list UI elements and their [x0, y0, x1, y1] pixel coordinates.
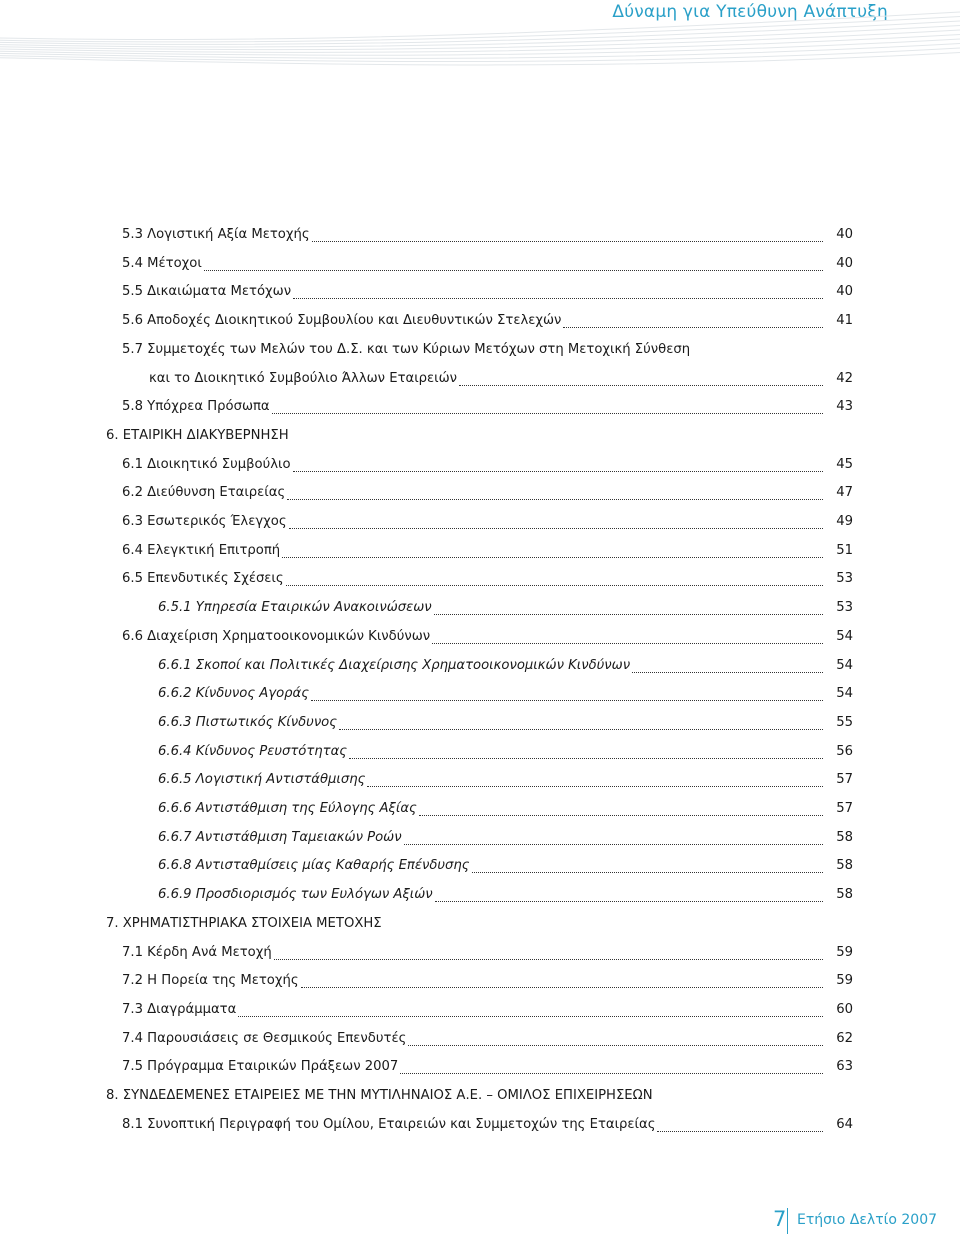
toc-entry-page: 47 — [836, 485, 853, 501]
toc-leader-dots — [472, 872, 824, 873]
toc-entry-label: 6.4 Ελεγκτική Επιτροπή — [122, 542, 281, 558]
toc-leader-dots — [432, 643, 823, 644]
toc-entry-label: 6.6.8 Αντισταθμίσεις μίας Καθαρής Επένδυσης — [158, 858, 470, 874]
footer-publication-title: Ετήσιο Δελτίο 2007 — [797, 1212, 938, 1228]
toc-leader-dots — [632, 672, 823, 673]
toc-entry[interactable] — [122, 945, 853, 965]
toc-entry[interactable] — [122, 1031, 853, 1051]
toc-entry[interactable] — [122, 973, 853, 993]
toc-entry-page: 64 — [836, 1116, 853, 1132]
toc-leader-dots — [238, 1016, 823, 1017]
toc-entry-label: και το Διοικητικό Συμβούλιο Άλλων Εταιρειών — [149, 370, 458, 386]
toc-leader-dots — [339, 729, 823, 730]
toc-entry-page: 53 — [836, 600, 853, 616]
toc-entry[interactable] — [158, 600, 853, 620]
toc-entry-label: 5.7 Συμμετοχές των Μελών του Δ.Σ. και των Κύριων Μετόχων στη Μετοχική Σύνθεση — [122, 341, 691, 357]
toc-leader-dots — [289, 528, 823, 529]
toc-entry-label: 6.5.1 Υπηρεσία Εταιρικών Ανακοινώσεων — [158, 600, 432, 616]
toc-entry-page: 56 — [836, 743, 853, 759]
toc-entry-page: 59 — [836, 944, 853, 960]
toc-entry-page: 58 — [836, 829, 853, 845]
toc-entry-page: 54 — [836, 657, 853, 673]
toc-entry-page: 63 — [836, 1059, 853, 1075]
toc-entry-page: 58 — [836, 858, 853, 874]
toc-entry[interactable] — [158, 744, 853, 764]
toc-entry-page: 60 — [836, 1001, 853, 1017]
toc-entry[interactable] — [122, 399, 853, 419]
toc-entry-page: 58 — [836, 887, 853, 903]
toc-entry-page: 55 — [836, 714, 853, 730]
toc-entry-page: 41 — [836, 313, 853, 329]
toc-leader-dots — [459, 385, 823, 386]
toc-entry-label: 7.2 Η Πορεία της Μετοχής — [122, 973, 299, 989]
toc-entry-page: 42 — [836, 370, 853, 386]
toc-entry-page: 53 — [836, 571, 853, 587]
toc-entry[interactable] — [158, 715, 853, 735]
toc-entry-page: 45 — [836, 456, 853, 472]
toc-entry-label: 6.6.5 Λογιστική Αντιστάθμισης — [158, 772, 366, 788]
toc-entry[interactable] — [122, 1059, 853, 1079]
toc-entry-label: 5.8 Υπόχρεα Πρόσωπα — [122, 399, 270, 415]
toc-entry[interactable] — [122, 543, 853, 563]
toc-entry[interactable] — [122, 313, 853, 333]
toc-entry[interactable] — [122, 571, 853, 591]
toc-entry-label: 6.6.2 Κίνδυνος Αγοράς — [158, 686, 309, 702]
header-title: Δύναμη για Υπεύθυνη Ανάπτυξη — [612, 2, 888, 22]
toc-entry[interactable] — [122, 1117, 853, 1137]
toc-entry[interactable] — [149, 371, 853, 391]
toc-entry[interactable] — [158, 830, 853, 850]
toc-leader-dots — [287, 499, 823, 500]
toc-entry-page: 54 — [836, 686, 853, 702]
footer-page-number: 7 — [773, 1207, 787, 1231]
toc-entry-label: 6.3 Εσωτερικός Έλεγχος — [122, 514, 287, 529]
toc-leader-dots — [301, 987, 823, 988]
toc-leader-dots — [404, 844, 823, 845]
toc-entry[interactable] — [158, 858, 853, 878]
toc-entry-label: 6.6.4 Κίνδυνος Ρευστότητας — [158, 743, 348, 759]
toc-entry[interactable] — [158, 658, 853, 678]
toc-entry[interactable] — [122, 342, 853, 362]
toc-entry-label: 6.1 Διοικητικό Συμβούλιο — [122, 456, 291, 472]
toc-entry[interactable] — [158, 801, 853, 821]
toc-leader-dots — [311, 700, 823, 701]
toc-entry-page: 51 — [836, 542, 853, 558]
toc-entry[interactable] — [158, 772, 853, 792]
toc-leader-dots — [286, 585, 823, 586]
toc-entry-page: 40 — [836, 284, 853, 300]
toc-leader-dots — [419, 815, 823, 816]
toc-entry-label: 8.1 Συνοπτική Περιγραφή του Ομίλου, Εταιρειών και Συμμετοχών της Εταιρείας — [122, 1116, 656, 1132]
toc-entry[interactable] — [122, 457, 853, 477]
toc-entry[interactable] — [122, 256, 853, 276]
toc-entry-label: 7.4 Παρουσιάσεις σε Θεσμικούς Επενδυτές — [122, 1030, 407, 1046]
toc-entry-label: 5.3 Λογιστική Αξία Μετοχής — [122, 227, 310, 242]
toc-entry-label: 6.6.7 Αντιστάθμιση Ταμειακών Ροών — [158, 829, 402, 845]
footer-divider — [787, 1208, 788, 1234]
toc-leader-dots — [272, 413, 823, 414]
toc-entry-label: 6.2 Διεύθυνση Εταιρείας — [122, 485, 286, 501]
toc-entry-label: 5.5 Δικαιώματα Μετόχων — [122, 284, 292, 300]
toc-entry-label: 6.6 Διαχείριση Χρηματοοικονομικών Κινδύνων — [122, 628, 431, 644]
toc-leader-dots — [563, 327, 823, 328]
toc-entry-label: 5.6 Αποδοχές Διοικητικού Συμβουλίου και Διευθυντικών Στελεχών — [122, 313, 562, 329]
toc-leader-dots — [657, 1131, 823, 1132]
toc-leader-dots — [349, 758, 823, 759]
toc-entry-page: 59 — [836, 973, 853, 989]
toc-entry[interactable] — [158, 887, 853, 907]
toc-entry-page: 54 — [836, 628, 853, 644]
toc-entry-label: 8. ΣΥΝΔΕΔΕΜΕΝΕΣ ΕΤΑΙΡΕΙΕΣ ΜΕ ΤΗΝ ΜΥΤΙΛΗΝΑΙΟΣ Α.Ε. – ΟΜΙΛΟΣ ΕΠΙΧΕΙΡΗΣΕΩΝ — [106, 1088, 653, 1103]
toc-entry[interactable] — [106, 428, 853, 448]
toc-entry-label: 5.4 Μέτοχοι — [122, 255, 202, 271]
toc-entry-page: 57 — [836, 772, 853, 788]
toc-leader-dots — [435, 901, 823, 902]
toc-entry-label: 6.6.3 Πιστωτικός Κίνδυνος — [158, 714, 337, 730]
toc-entry-page: 43 — [836, 399, 853, 415]
toc-entry-page: 57 — [836, 801, 853, 816]
toc-leader-dots — [293, 298, 823, 299]
toc-leader-dots — [367, 786, 823, 787]
decorative-header-lines — [0, 0, 960, 80]
toc-entry-label: 6.5 Επενδυτικές Σχέσεις — [122, 571, 284, 587]
toc-entry-label: 6.6.1 Σκοποί και Πολιτικές Διαχείρισης Χρηματοοικονομικών Κινδύνων — [158, 657, 631, 673]
toc-entry[interactable] — [106, 1088, 853, 1108]
toc-entry-page: 62 — [836, 1030, 853, 1046]
toc-leader-dots — [408, 1045, 823, 1046]
toc-entry[interactable] — [122, 227, 853, 247]
toc-entry[interactable] — [122, 284, 853, 304]
toc-entry[interactable] — [122, 485, 853, 505]
toc-leader-dots — [293, 471, 823, 472]
toc-entry-label: 7.1 Κέρδη Ανά Μετοχή — [122, 944, 272, 960]
toc-leader-dots — [400, 1073, 823, 1074]
toc-entry[interactable] — [122, 629, 853, 649]
toc-entry[interactable] — [122, 1002, 853, 1022]
toc-leader-dots — [204, 270, 823, 271]
toc-entry-label: 6. ΕΤΑΙΡΙΚΗ ΔΙΑΚΥΒΕΡΝΗΣΗ — [106, 427, 289, 443]
toc-leader-dots — [274, 959, 823, 960]
toc-entry-page: 40 — [836, 255, 853, 271]
toc-entry[interactable] — [122, 514, 853, 534]
toc-entry-label: 7.5 Πρόγραμμα Εταιρικών Πράξεων 2007 — [122, 1059, 399, 1075]
toc-leader-dots — [434, 614, 823, 615]
toc-entry[interactable] — [106, 916, 853, 936]
toc-entry[interactable] — [158, 686, 853, 706]
toc-entry-label: 6.6.6 Αντιστάθμιση της Εύλογης Αξίας — [158, 801, 417, 816]
toc-entry-label: 7. ΧΡΗΜΑΤΙΣΤΗΡΙΑΚΑ ΣΤΟΙΧΕΙΑ ΜΕΤΟΧΗΣ — [106, 915, 382, 931]
toc-entry-label: 6.6.9 Προσδιορισμός των Ευλόγων Αξιών — [158, 887, 433, 903]
toc-leader-dots — [282, 557, 823, 558]
toc-leader-dots — [312, 241, 823, 242]
toc-entry-page: 49 — [836, 514, 853, 529]
toc-entry-label: 7.3 Διαγράμματα — [122, 1001, 237, 1017]
toc-entry-page: 40 — [836, 227, 853, 242]
